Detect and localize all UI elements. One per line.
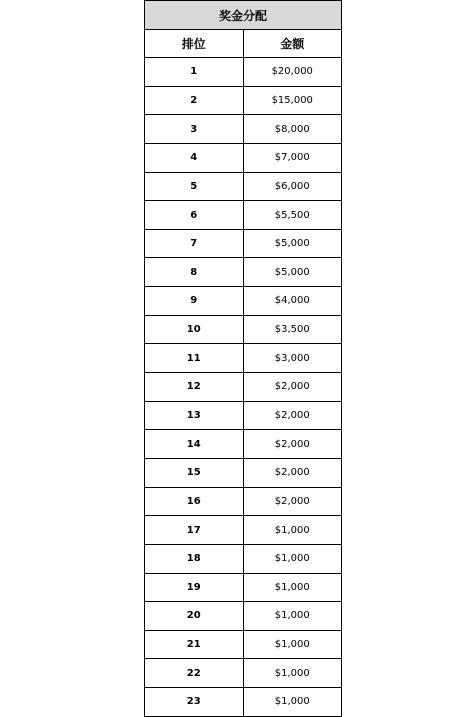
table-row [145, 143, 342, 172]
amount-cell: $1,000 [243, 688, 342, 717]
table-row [145, 229, 342, 258]
rank-cell: 7 [145, 229, 244, 258]
rank-cell: 10 [145, 315, 244, 344]
rank-cell: 6 [145, 201, 244, 230]
rank-cell: 12 [145, 373, 244, 402]
table-row [145, 659, 342, 688]
table-row [145, 487, 342, 516]
table-row [145, 688, 342, 717]
prize-distribution-table [144, 0, 342, 717]
amount-cell: $1,000 [243, 630, 342, 659]
table-row [145, 516, 342, 545]
rank-cell: 23 [145, 688, 244, 717]
table-row [145, 258, 342, 287]
amount-cell: $3,000 [243, 344, 342, 373]
rank-cell: 9 [145, 287, 244, 316]
rank-cell: 22 [145, 659, 244, 688]
amount-cell: $8,000 [243, 115, 342, 144]
rank-cell: 4 [145, 143, 244, 172]
rank-cell: 8 [145, 258, 244, 287]
amount-cell: $5,000 [243, 229, 342, 258]
amount-cell: $2,000 [243, 401, 342, 430]
rank-cell: 5 [145, 172, 244, 201]
amount-cell: $2,000 [243, 458, 342, 487]
rank-cell: 17 [145, 516, 244, 545]
rank-cell: 1 [145, 58, 244, 87]
amount-cell: $1,000 [243, 544, 342, 573]
table-row [145, 401, 342, 430]
table-row [145, 201, 342, 230]
amount-cell: $2,000 [243, 487, 342, 516]
table-row [145, 573, 342, 602]
rank-cell: 21 [145, 630, 244, 659]
amount-cell: $6,000 [243, 172, 342, 201]
table-title: 奖金分配 [145, 1, 342, 30]
table-header-row [145, 30, 342, 58]
table-row [145, 602, 342, 631]
rank-cell: 20 [145, 602, 244, 631]
amount-cell: $20,000 [243, 58, 342, 87]
amount-cell: $5,000 [243, 258, 342, 287]
amount-cell: $4,000 [243, 287, 342, 316]
amount-cell: $5,500 [243, 201, 342, 230]
rank-cell: 15 [145, 458, 244, 487]
table-row [145, 315, 342, 344]
amount-cell: $2,000 [243, 373, 342, 402]
table-title-row [145, 1, 342, 30]
amount-cell: $15,000 [243, 86, 342, 115]
rank-cell: 13 [145, 401, 244, 430]
table-body [145, 58, 342, 717]
table-row [145, 172, 342, 201]
rank-cell: 16 [145, 487, 244, 516]
amount-column-header: 金额 [243, 30, 342, 58]
table-row [145, 458, 342, 487]
rank-cell: 14 [145, 430, 244, 459]
amount-cell: $1,000 [243, 659, 342, 688]
table-row [145, 344, 342, 373]
table-row [145, 544, 342, 573]
table-row [145, 58, 342, 87]
rank-cell: 19 [145, 573, 244, 602]
amount-cell: $3,500 [243, 315, 342, 344]
table-row [145, 630, 342, 659]
amount-cell: $2,000 [243, 430, 342, 459]
table-row [145, 287, 342, 316]
table-row [145, 115, 342, 144]
rank-cell: 11 [145, 344, 244, 373]
table-row [145, 430, 342, 459]
amount-cell: $1,000 [243, 516, 342, 545]
amount-cell: $1,000 [243, 573, 342, 602]
amount-cell: $1,000 [243, 602, 342, 631]
table-row [145, 86, 342, 115]
rank-cell: 3 [145, 115, 244, 144]
amount-cell: $7,000 [243, 143, 342, 172]
rank-column-header: 排位 [145, 30, 244, 58]
rank-cell: 18 [145, 544, 244, 573]
rank-cell: 2 [145, 86, 244, 115]
table-row [145, 373, 342, 402]
